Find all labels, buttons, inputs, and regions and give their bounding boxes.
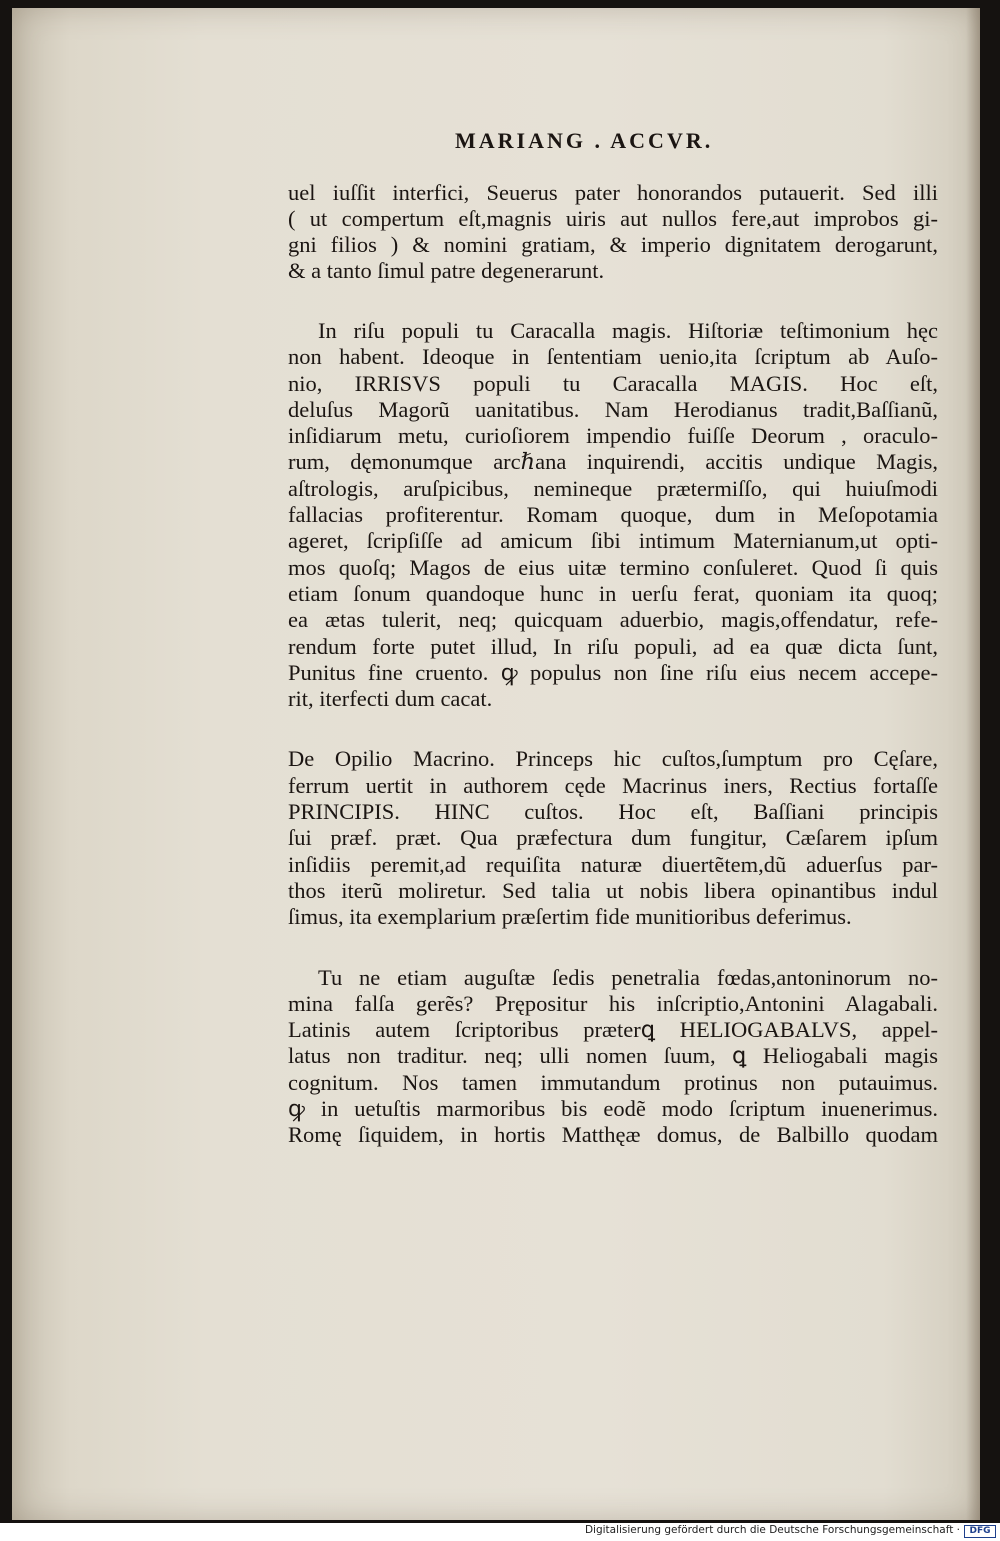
text-line: PRINCIPIS. HINC cuſtos. Hoc eſt, Baſſiani principis (288, 799, 938, 825)
text-line: ſui præf. præt. Qua præfectura dum fungitur, Cæſarem ipſum (288, 825, 938, 851)
text-line: rit, iterfecti dum cacat. (288, 686, 493, 712)
text-line: deluſus Magorũ uanitatibus. Nam Herodianus tradit,Baſſianũ, (288, 396, 938, 422)
text-line: fallacias profiterentur. Romam quoque, dum in Meſopotamia (288, 502, 938, 528)
text-line: gni filios ) & nomini gratiam, & imperio dignitatem derogarunt, (288, 232, 938, 257)
text-line: mina falſa gerẽs? Prępositur his inſcriptio,Antonini Alagabali. (288, 990, 938, 1016)
text-line: uel iuſſit interfici, Seuerus pater honorandos putauerit. Sed illi (288, 180, 938, 205)
paragraph-2 (288, 318, 938, 712)
body-text (288, 180, 938, 1183)
text-line: rendum forte putet illud, In riſu populi, ad ea quæ dicta ſunt, (288, 633, 938, 659)
text-line: De Opilio Macrino. Princeps hic cuſtos,ſumptum pro Cęſare, (288, 746, 938, 772)
page-edge-shadow (966, 8, 980, 1520)
text-line: Tu ne etiam auguſtæ ſedis penetralia fœdas,antoninorum no- (318, 964, 938, 990)
funding-credit: Digitalisierung gefördert durch die Deutsche Forschungsgemeinschaft · (584, 1524, 960, 1536)
text-line: non habent. Ideoque in ſententiam uenio,ita ſcriptum ab Auſo- (288, 344, 938, 370)
text-line: etiam ſonum quandoque hunc in uerſu ferat, quoniam ita quoq; (288, 580, 938, 606)
text-line: rum, dęmonumque arcℏana inquirendi, accitis undique Magis, (288, 449, 938, 475)
dfg-logo[interactable]: DFG (964, 1525, 996, 1538)
text-line: Latinis autem ſcriptoribus præterꝗ HELIOGABALVS, appel- (288, 1017, 938, 1043)
text-line: & a tanto ſimul patre degenerarunt. (288, 258, 605, 283)
paragraph-1 (288, 180, 938, 284)
paragraph-3 (288, 746, 938, 930)
text-line: inſidiis peremit,ad requiſita naturæ diuertẽtem,dũ aduerſus par- (288, 851, 938, 877)
text-line: ( ut compertum eſt,magnis uiris aut nullos fere,aut improbos gi- (288, 206, 938, 231)
text-line: Romę ſiquidem, in hortis Matthęæ domus, de Balbillo quodam (288, 1122, 938, 1148)
text-line: cognitum. Nos tamen immutandum protinus non putauimus. (288, 1069, 938, 1095)
text-line: latus non traditur. neq; ulli nomen ſuum, ꝗ Heliogabali magis (288, 1043, 938, 1069)
text-line: ea ætas tulerit, neq; quicquam aduerbio, magis,offendatur, refe- (288, 607, 938, 633)
text-line: aſtrologis, aruſpicibus, nemineque prætermiſſo, qui huiuſmodi (288, 475, 938, 501)
text-line: ferrum uertit in authorem cęde Macrinus iners, Rectius fortaſſe (288, 772, 938, 798)
text-line: Punitus fine cruento. ꝙ populus non ſine riſu eius necem accepe- (288, 659, 938, 685)
text-line: thos iterũ moliretur. Sed talia ut nobis libera opinantibus indul (288, 877, 938, 903)
text-line: ꝙ in uetuſtis marmoribus bis eodẽ modo ſcriptum inuenerimus. (288, 1096, 938, 1122)
paragraph-4 (288, 965, 938, 1149)
text-line: nio, IRRISVS populi tu Caracalla MAGIS. Hoc eſt, (288, 370, 938, 396)
running-header: MARIANG . ACCVR. (455, 128, 714, 153)
text-line: mos quoſq; Magos de eius uitæ termino conſuleret. Quod ſi quis (288, 554, 938, 580)
text-line: ageret, ſcripſiſſe ad amicum ſibi intimum Maternianum,ut opti- (288, 528, 938, 554)
text-line: inſidiarum metu, curioſiorem impendio fuiſſe Deorum , oraculo- (288, 423, 938, 449)
text-line: ſimus, ita exemplarium præſertim fide munitioribus deferimus. (288, 904, 852, 930)
text-line: In riſu populi tu Caracalla magis. Hiſtoriæ teſtimonium hęc (318, 318, 938, 343)
